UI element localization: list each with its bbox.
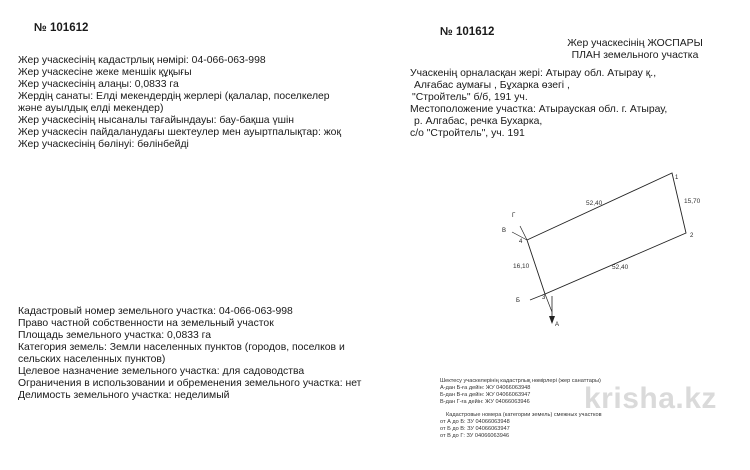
ru-line: Ограничения в использовании и обременения земельного участка: нет: [18, 378, 362, 389]
ru-line: Право частной собственности на земельный участок: [18, 318, 274, 329]
kz-line: Жер учаскесінің нысаналы тағайындауы: бау-бақша үшін: [18, 115, 295, 126]
location-line: р. Алгабас, речка Бухарка,: [414, 116, 543, 127]
right-doc-number: № 101612: [440, 26, 495, 38]
plan-title-ru: ПЛАН земельного участка: [571, 50, 699, 61]
kz-line: Жер учаскесінің кадастрлық нөмірі: 04-066-063-998: [18, 55, 266, 66]
neighbors-ru-line: от Б до В: ЗУ 04066063947: [440, 426, 510, 432]
neighbors-kz-line: А-дан Б-ға дейін: ЖУ 04066063948: [440, 385, 531, 391]
corner-tick: [545, 294, 552, 312]
dim-label-left: 16,10: [513, 263, 530, 270]
kz-line: Жер учаскесін пайдаланудағы шектеулер мен ауыртпалықтар: жоқ: [18, 127, 342, 138]
watermark-logo: [584, 382, 717, 416]
parcel-boundary: [527, 173, 686, 294]
location-line: "Стройтель" б/б, 191 уч.: [412, 92, 528, 103]
ru-line: сельских населенных пунктов): [18, 354, 166, 365]
kz-line: Жер учаскесінің бөлінуі: бөлінбейді: [18, 139, 189, 150]
point-label-2: 2: [690, 233, 694, 239]
kz-line: және ауылдық елді мекендер): [18, 103, 164, 114]
ru-line: Категория земель: Земли населенных пунктов (городов, поселков и: [18, 342, 345, 353]
neighbor-label-a: А: [555, 322, 560, 328]
left-doc-number: № 101612: [34, 22, 89, 34]
ru-line: Площадь земельного участка: 0,0833 га: [18, 330, 212, 341]
point-label-1: 1: [675, 175, 679, 181]
neighbors-kz: [440, 378, 601, 406]
neighbors-kz-line: В-дан Г-ға дейін: ЖУ 04066063946: [440, 399, 530, 405]
kz-line: Жер учаскесінің алаңы: 0,0833 га: [18, 79, 179, 90]
dim-label-top: 52,40: [586, 200, 603, 207]
neighbors-ru-line: от А до Б: ЗУ 04066063948: [440, 419, 510, 425]
watermark-text: krisha.kz: [584, 382, 717, 415]
neighbors-ru: [440, 412, 602, 440]
ru-line: Делимость земельного участка: неделимый: [18, 390, 230, 401]
location-line: с/о "Стройтель", уч. 191: [410, 128, 525, 139]
neighbor-label-g: Г: [512, 213, 516, 219]
dim-label-right: 15,70: [684, 198, 701, 205]
plan-title-kz: Жер учаскесінің ЖОСПАРЫ: [567, 38, 703, 49]
point-label-3: 3: [542, 295, 546, 301]
ru-line: Кадастровый номер земельного участка: 04-066-063-998: [18, 306, 293, 317]
dim-label-bottom: 52,40: [612, 264, 629, 271]
neighbors-kz-line: Шектесу учаскелерінің кадастрлық нөмірлері (жер санаттары): [440, 378, 601, 384]
location-line: Алғабас аумағы , Бұхарка өзегі ,: [414, 80, 570, 91]
neighbors-ru-line: от В до Г: ЗУ 04066063946: [440, 433, 510, 439]
ru-line: Целевое назначение земельного участка: для садоводства: [18, 366, 305, 377]
kz-line: Жердің санаты: Елді мекендердің жерлері (қалалар, поселкелер: [18, 91, 330, 102]
neighbors-ru-line: Кадастровые номера (категории земель) смежных участков: [446, 412, 602, 418]
kz-line: Жер учаскесіне жеке меншік құқығы: [18, 67, 192, 78]
point-label-4: 4: [519, 239, 523, 245]
location-line: Местоположение участка: Атырауская обл. г. Атырау,: [410, 104, 668, 115]
neighbor-label-b: Б: [516, 298, 520, 304]
neighbor-label-v: В: [502, 228, 507, 234]
neighbors-kz-line: Б-дан В-ға дейін: ЖУ 04066063947: [440, 392, 531, 398]
location-line: Учаскенің орналасқан жері: Атырау обл. Атырау қ.,: [410, 68, 657, 79]
